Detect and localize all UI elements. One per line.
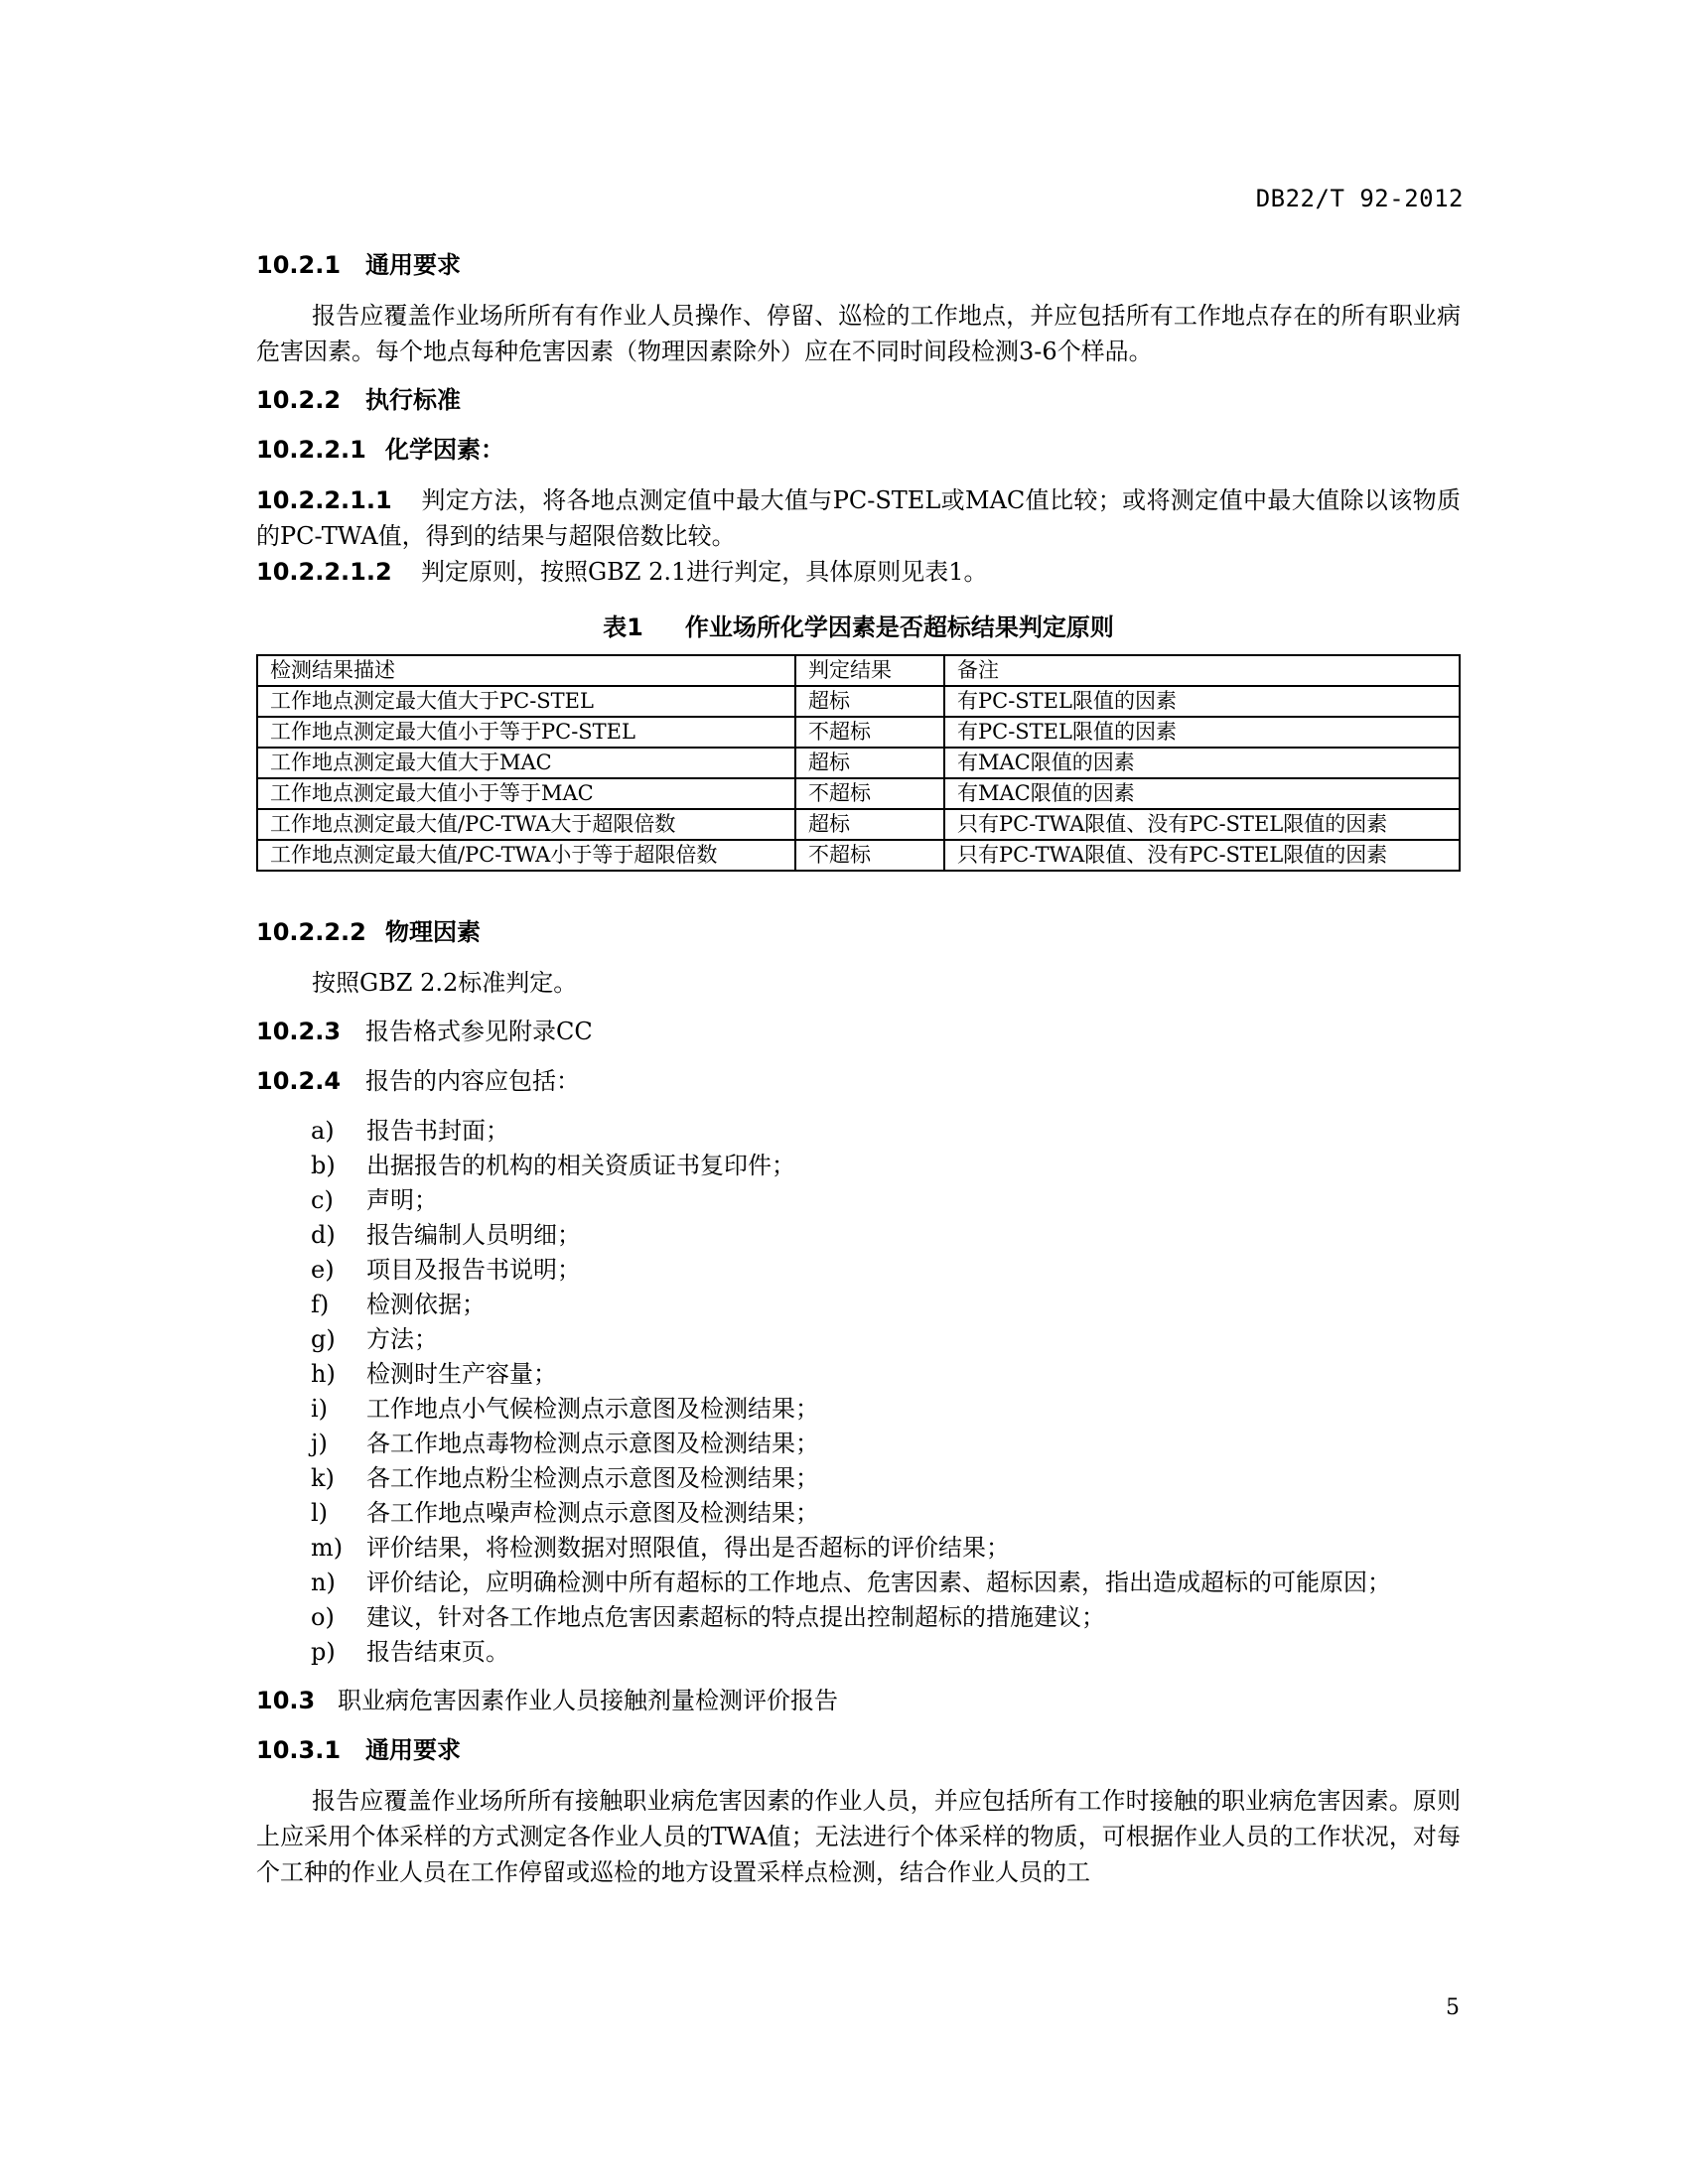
- list-letter: l): [311, 1499, 329, 1527]
- list-letter: b): [311, 1152, 336, 1179]
- table-header-cell: 判定结果: [795, 655, 944, 686]
- section-10-2-1-paragraph: 报告应覆盖作业场所所有有作业人员操作、停留、巡检的工作地点，并应包括所有工作地点存在的所有职业病危害因素。每个地点每种危害因素（物理因素除外）应在不同时间段检测3-6个样品。: [256, 302, 1461, 365]
- list-letter: m): [311, 1534, 344, 1562]
- table-cell: 有MAC限值的因素: [944, 748, 1460, 778]
- list-item: [256, 1392, 1461, 1427]
- section-number: 10.2.2.1.1: [256, 486, 392, 514]
- list-text: 项目及报告书说明；: [366, 1256, 581, 1284]
- table-cell: 工作地点测定最大值/PC-TWA大于超限倍数: [257, 809, 795, 840]
- document-code: DB22/T 92-2012: [1255, 185, 1464, 212]
- section-number: 10.2.2.1: [256, 436, 366, 464]
- table-cell: 有PC-STEL限值的因素: [944, 717, 1460, 748]
- section-number: 10.2.3: [256, 1018, 342, 1045]
- list-item: [256, 1218, 1461, 1253]
- table-row: [257, 748, 1460, 778]
- list-item: [256, 1357, 1461, 1392]
- page-number: 5: [1446, 1995, 1460, 2020]
- list-letter: e): [311, 1256, 335, 1284]
- section-10-2-2-2-heading: [256, 915, 1461, 949]
- section-title: 报告的内容应包括：: [365, 1067, 580, 1095]
- paragraph-text: 判定原则，按照GBZ 2.1进行判定，具体原则见表1。: [421, 558, 988, 586]
- section-10-2-2-2-paragraph: 按照GBZ 2.2标准判定。: [312, 969, 578, 997]
- list-letter: c): [311, 1186, 334, 1214]
- list-text: 报告书封面；: [366, 1117, 509, 1145]
- table-cell: 不超标: [795, 778, 944, 809]
- table-row: [257, 840, 1460, 871]
- list-letter: a): [311, 1117, 335, 1145]
- list-text: 出据报告的机构的相关资质证书复印件；: [366, 1152, 795, 1179]
- section-10-3-1-heading: [256, 1733, 1461, 1767]
- list-text: 报告结束页。: [366, 1638, 509, 1666]
- list-item: [256, 1496, 1461, 1531]
- paragraph-text: 判定方法，将各地点测定值中最大值与PC-STEL或MAC值比较；或将测定值中最大值除以该物质的PC-TWA值，得到的结果与超限倍数比较。: [256, 486, 1461, 550]
- list-letter: h): [311, 1360, 336, 1388]
- list-item: [256, 1461, 1461, 1496]
- list-text: 工作地点小气候检测点示意图及检测结果；: [366, 1395, 819, 1423]
- list-text: 检测依据；: [366, 1291, 486, 1318]
- table-cell: 不超标: [795, 717, 944, 748]
- table-number: 表1: [603, 614, 643, 641]
- table-cell: 超标: [795, 686, 944, 717]
- table-1-caption: [256, 608, 1461, 642]
- table-cell: 工作地点测定最大值/PC-TWA小于等于超限倍数: [257, 840, 795, 871]
- list-text: 报告编制人员明细；: [366, 1221, 581, 1249]
- table-cell: 工作地点测定最大值小于等于MAC: [257, 778, 795, 809]
- list-text: 各工作地点噪声检测点示意图及检测结果；: [366, 1499, 819, 1527]
- section-number: 10.3.1: [256, 1736, 342, 1764]
- section-number: 10.2.1: [256, 251, 342, 279]
- report-contents-list: [256, 1114, 1461, 1670]
- judgement-table: [256, 654, 1461, 872]
- list-item: [256, 1149, 1461, 1183]
- list-item: [256, 1253, 1461, 1288]
- table-header-row: [257, 655, 1460, 686]
- list-letter: k): [311, 1464, 335, 1492]
- list-letter: p): [311, 1638, 336, 1666]
- section-10-2-2-1-2-paragraph: [256, 554, 1461, 590]
- section-10-2-4-heading: [256, 1064, 1461, 1098]
- table-cell: 超标: [795, 748, 944, 778]
- section-10-3-1-paragraph: 报告应覆盖作业场所所有接触职业病危害因素的作业人员，并应包括所有工作时接触的职业病危害因素。原则上应采用个体采样的方式测定各作业人员的TWA值；无法进行个体采样的物质，可根据作业人员的工作状况，对每个工种的作业人员在工作停留或巡检的地方设置采样点检测，结合作业人员的工: [256, 1787, 1461, 1886]
- list-text: 评价结论，应明确检测中所有超标的工作地点、危害因素、超标因素，指出造成超标的可能原因；: [366, 1569, 1391, 1596]
- list-text: 各工作地点粉尘检测点示意图及检测结果；: [366, 1464, 819, 1492]
- list-item: [256, 1183, 1461, 1218]
- table-header-cell: 备注: [944, 655, 1460, 686]
- section-10-2-1-heading: [256, 248, 1461, 282]
- list-letter: g): [311, 1325, 336, 1353]
- table-cell: 只有PC-TWA限值、没有PC-STEL限值的因素: [944, 840, 1460, 871]
- section-title: 职业病危害因素作业人员接触剂量检测评价报告: [338, 1687, 838, 1714]
- table-cell: 只有PC-TWA限值、没有PC-STEL限值的因素: [944, 809, 1460, 840]
- table-row: [257, 809, 1460, 840]
- list-item: [256, 1531, 1461, 1566]
- section-title: 通用要求: [365, 251, 461, 279]
- list-text: 建议，针对各工作地点危害因素超标的特点提出控制超标的措施建议；: [366, 1603, 1105, 1631]
- section-number: 10.2.2.2: [256, 918, 366, 946]
- list-text: 评价结果，将检测数据对照限值，得出是否超标的评价结果；: [366, 1534, 1010, 1562]
- list-letter: d): [311, 1221, 336, 1249]
- list-letter: o): [311, 1603, 335, 1631]
- table-row: [257, 778, 1460, 809]
- list-item: [256, 1322, 1461, 1357]
- spacer: [256, 872, 1461, 915]
- section-number: 10.2.2.1.2: [256, 558, 392, 586]
- section-title: 执行标准: [365, 386, 461, 414]
- list-text: 检测时生产容量；: [366, 1360, 557, 1388]
- list-letter: n): [311, 1569, 336, 1596]
- table-cell: 有PC-STEL限值的因素: [944, 686, 1460, 717]
- table-cell: 工作地点测定最大值大于PC-STEL: [257, 686, 795, 717]
- section-10-2-2-1-heading: [256, 433, 1461, 467]
- list-letter: i): [311, 1395, 329, 1423]
- section-number: 10.2.4: [256, 1067, 342, 1095]
- table-cell: 工作地点测定最大值小于等于PC-STEL: [257, 717, 795, 748]
- section-10-2-3-heading: [256, 1015, 1461, 1048]
- table-cell: 超标: [795, 809, 944, 840]
- section-number: 10.3: [256, 1687, 316, 1714]
- list-text: 各工作地点毒物检测点示意图及检测结果；: [366, 1430, 819, 1457]
- section-title: 报告格式参见附录CC: [365, 1018, 593, 1045]
- page-content: [256, 248, 1461, 1904]
- section-title: 化学因素：: [385, 436, 504, 464]
- list-item: [256, 1114, 1461, 1149]
- list-text: 方法；: [366, 1325, 438, 1353]
- section-title: 通用要求: [365, 1736, 461, 1764]
- list-item: [256, 1288, 1461, 1322]
- list-text: 声明；: [366, 1186, 438, 1214]
- list-letter: f): [311, 1291, 330, 1318]
- table-cell: 有MAC限值的因素: [944, 778, 1460, 809]
- table-header-cell: 检测结果描述: [257, 655, 795, 686]
- table-cell: 工作地点测定最大值大于MAC: [257, 748, 795, 778]
- list-letter: j): [311, 1430, 328, 1457]
- table-cell: 不超标: [795, 840, 944, 871]
- list-item: [256, 1600, 1461, 1635]
- section-number: 10.2.2: [256, 386, 342, 414]
- section-10-3-heading: [256, 1684, 1461, 1717]
- table-row: [257, 717, 1460, 748]
- table-row: [257, 686, 1460, 717]
- list-item: [256, 1635, 1461, 1670]
- list-item: [256, 1427, 1461, 1461]
- section-10-2-2-heading: [256, 383, 1461, 417]
- section-title: 物理因素: [385, 918, 481, 946]
- table-title: 作业场所化学因素是否超标结果判定原则: [684, 614, 1114, 641]
- section-10-2-2-1-1-paragraph: [256, 482, 1461, 554]
- list-item: [256, 1566, 1461, 1600]
